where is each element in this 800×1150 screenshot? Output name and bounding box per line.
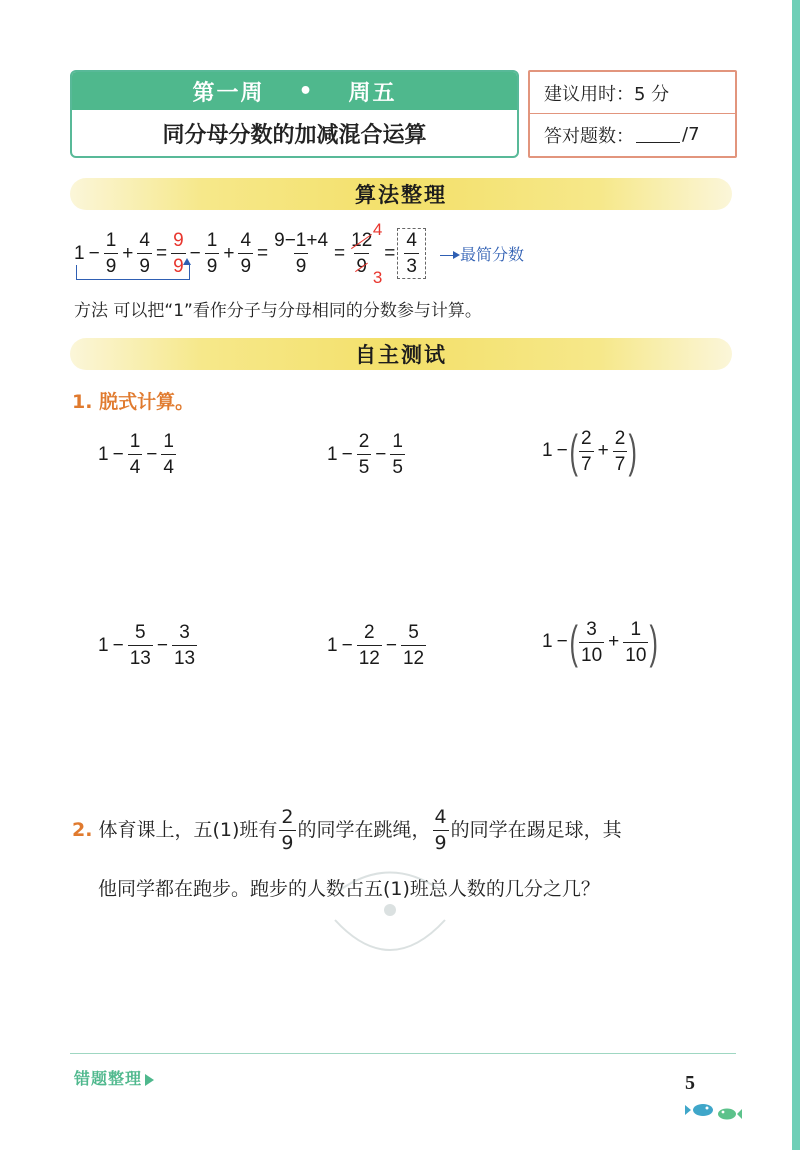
separator-dot: • [298,78,315,104]
note-text: 最简分数 [460,245,525,264]
minus-sign: − [556,440,568,461]
score-row [530,113,735,155]
right-paren: ) [649,616,659,668]
method-note: 方法 可以把“1”看作分子与分母相同的分数参与计算。 [74,301,482,321]
numerator: 2 [358,431,370,452]
right-paren: ) [628,425,638,477]
numerator: 9 [173,230,184,251]
fraction [172,623,197,668]
left-paren: ( [569,425,578,477]
denominator: 7 [613,451,628,474]
plus-sign: + [597,440,609,461]
plus-sign: + [122,242,134,264]
numerator: 1 [206,230,218,251]
minus-sign: − [146,443,158,465]
numerator: 2 [363,622,375,643]
fraction-simplest [404,231,419,276]
denominator: 4 [161,454,176,477]
numerator: 2 [281,806,294,828]
minus-sign: − [112,634,124,656]
numerator: 1 [163,431,174,452]
numerator: 1 [105,230,117,251]
fraction [579,620,604,665]
problem-5 [325,623,428,668]
denominator: 12 [357,645,382,668]
numerator: 2 [614,427,626,449]
fraction [161,432,176,477]
equals-sign: = [384,242,396,264]
footer-label-text: 错题整理 [74,1069,143,1088]
denominator: 12 [401,645,426,668]
fraction [279,808,295,853]
term-one: 1 [542,440,553,461]
denominator: 7 [579,451,594,474]
minus-sign: − [88,242,100,264]
denominator: 5 [357,454,372,477]
suggested-time: 建议用时：5 分 [544,83,670,105]
numerator-crossed [349,231,374,253]
minus-sign: − [341,634,353,656]
lesson-header [70,70,519,158]
score-label: 答对题数： [544,125,634,147]
question-text: 脱式计算。 [99,391,195,413]
question-text: 的同学在踢足球，其 [450,819,622,841]
section-algorithm: 算法整理 [70,178,732,210]
denominator: 9 [281,832,294,854]
numerator: 4 [406,230,417,251]
denominator-crossed [354,253,369,276]
minus-sign: − [156,634,168,656]
section-self-test: 自主测试 [70,338,732,370]
left-paren: ( [569,616,578,668]
numerator: 1 [630,618,642,640]
simplest-fraction-box [397,228,426,279]
minus-sign: − [385,634,397,656]
term-one: 1 [98,634,109,656]
score-blank[interactable] [636,126,680,143]
week-day-banner [72,72,517,110]
problem-1 [96,432,178,477]
question-number: 1. [72,391,93,413]
numerator: 3 [179,622,190,643]
numerator: 1 [129,431,141,452]
term-one: 1 [327,443,338,465]
plus-sign: + [223,242,235,264]
denominator: 10 [623,642,648,665]
numerator: 3 [586,618,597,640]
fraction-reduced [349,220,383,287]
equals-sign: = [334,242,346,264]
fraction-combined [272,231,330,276]
fraction [433,808,449,853]
numerator: 2 [581,427,592,449]
minus-sign: − [189,242,201,264]
denominator: 4 [128,454,143,477]
fraction [128,623,153,668]
watermark-stamp [320,860,460,970]
fraction [357,432,372,477]
denominator: 9 [238,253,253,276]
question-number: 2. [72,819,93,841]
denominator: 9 [171,253,186,276]
denominator: 9 [434,832,447,854]
fraction [623,620,648,665]
reduced-denominator: 3 [372,268,383,287]
numerator: 9−1+4 [274,230,329,251]
minus-sign: − [112,443,124,465]
problem-3 [540,425,638,477]
question-2-line-2: 他同学都在跑步。跑步的人数占五(1)班总人数的几分之几？ [98,878,600,900]
denominator: 9 [137,253,152,276]
day-label: 周五 [348,80,397,106]
equals-sign: = [155,242,168,264]
question-2 [72,808,622,853]
term-one: 1 [327,634,338,656]
denominator: 10 [579,642,604,665]
denominator: 13 [128,645,153,668]
denominator: 13 [172,645,197,668]
numerator: 4 [139,230,150,251]
plus-sign: + [608,631,620,652]
numerator: 4 [434,806,447,828]
fraction [357,623,382,668]
info-box [528,70,737,158]
minus-sign: − [556,631,568,652]
denominator: 9 [294,253,309,276]
problem-6 [540,616,659,668]
arrow-up-icon [183,258,191,265]
fraction [205,231,220,276]
reduced-numerator: 4 [372,220,383,239]
score-total: /7 [682,124,700,145]
denominator: 9 [104,253,119,276]
mistake-review-label [74,1066,154,1089]
crossed-denominator: 9 [356,256,367,277]
simplest-fraction-note [440,242,524,265]
question-text: 体育课上，五(1)班有 [98,819,278,841]
fraction [128,432,143,477]
substitution-bracket [76,265,190,280]
fraction [401,623,426,668]
crossed-numerator: 12 [351,230,373,251]
problem-2 [325,432,407,477]
term-one: 1 [74,242,85,264]
numerator: 5 [408,622,419,643]
week-label: 第一周 [192,80,265,106]
fraction [390,432,405,477]
fish-icon [683,1096,743,1124]
question-1-heading [72,387,194,414]
footer-divider [70,1053,736,1054]
arrow-right-icon [440,255,458,256]
problem-4 [96,623,199,668]
denominator: 3 [404,253,419,276]
triangle-right-icon [145,1074,154,1086]
numerator: 5 [134,622,146,643]
minus-sign: − [375,443,387,465]
equals-sign: = [257,242,269,264]
term-one: 1 [98,443,109,465]
question-text: 的同学在跳绳， [297,819,431,841]
fraction [579,429,594,474]
fraction [238,231,253,276]
denominator: 5 [390,454,405,477]
page-number: 5 [685,1072,695,1094]
fraction [613,429,628,474]
lesson-title: 同分母分数的加减混合运算 [162,122,427,148]
numerator: 1 [392,431,403,452]
denominator: 9 [205,253,220,276]
minus-sign: − [341,443,353,465]
term-one: 1 [542,631,553,652]
page-edge-strip [792,0,800,1150]
numerator: 4 [240,230,252,251]
